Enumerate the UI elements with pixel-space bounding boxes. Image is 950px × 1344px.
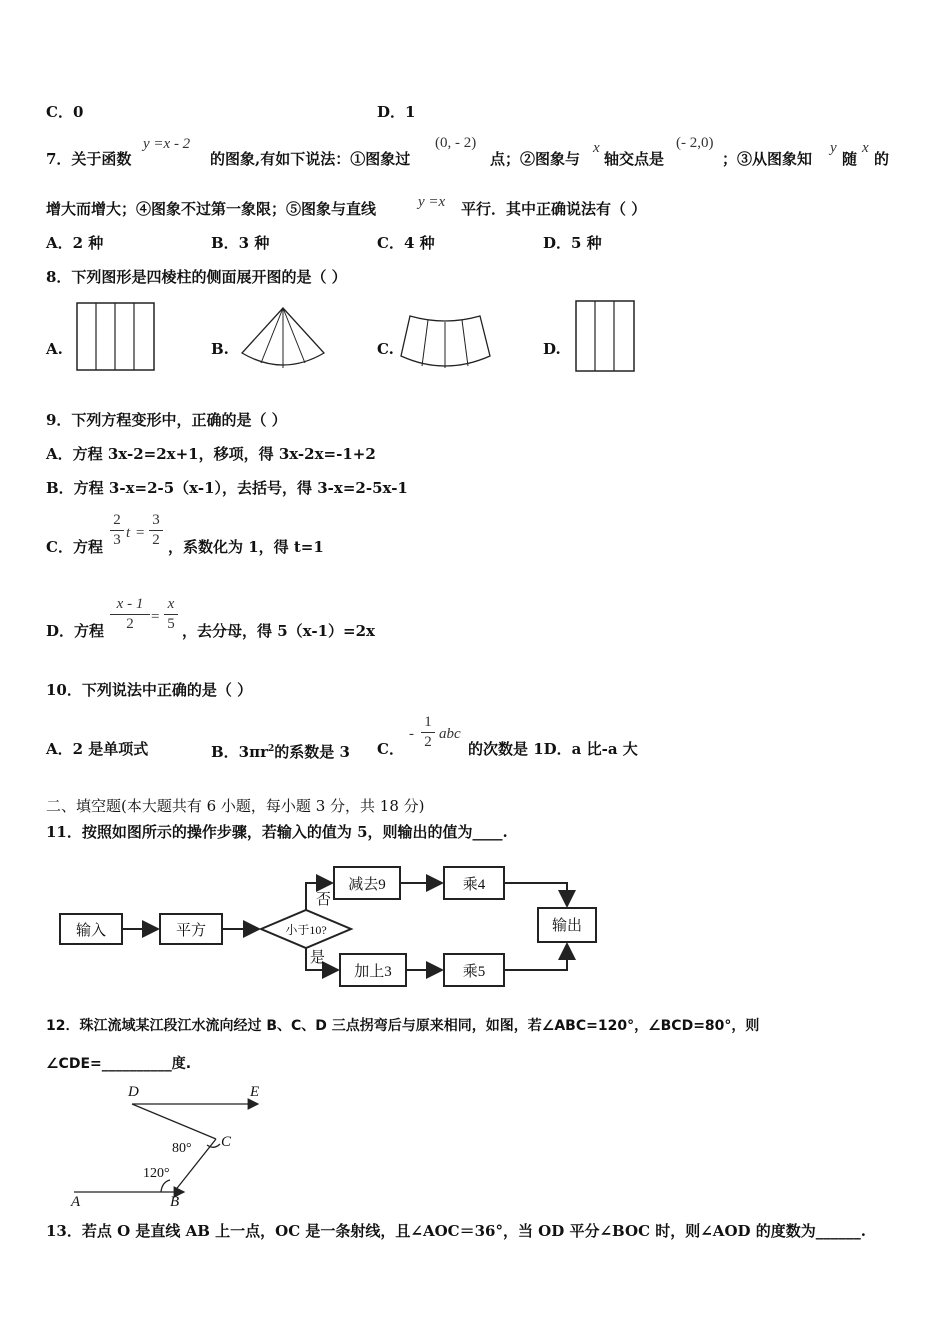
q9-d-fraction-1-den: 2 (126, 616, 134, 632)
q7-stem-h: 增大而增大；④图象不过第一象限；⑤图象与直线 (46, 200, 377, 218)
q10-option-b-prefix: B．3πr (211, 743, 268, 761)
q8-figure-c (398, 310, 493, 375)
q10-c-abc: abc (439, 726, 461, 742)
q8-figure-a (76, 302, 156, 372)
q12-label-A: A (71, 1194, 81, 1210)
q9-d-equals: = (151, 609, 160, 625)
q7-point-1: (0, - 2) (435, 135, 477, 151)
q12-angle-80: 80° (172, 1141, 192, 1156)
flow-times4-label: 乘4 (462, 877, 486, 893)
q9-c-fraction-1 (110, 512, 124, 549)
q11-flowchart (58, 860, 610, 992)
flow-yes-label: 是 (310, 950, 326, 966)
q10-c-fraction-den: 2 (424, 734, 432, 750)
flow-output-label: 输出 (551, 918, 583, 934)
flow-no-label: 否 (316, 892, 332, 908)
flow-input-label: 输入 (75, 923, 107, 939)
flow-plus3-label: 加上3 (354, 964, 392, 980)
q6-option-d: D．1 (377, 103, 416, 121)
q12-angle-120: 120° (143, 1166, 170, 1181)
q10-option-b-suffix: 的系数是 3 (274, 743, 350, 761)
q7-option-a: A．2 种 (46, 234, 104, 252)
q8-label-d: D. (543, 340, 561, 358)
q10-c-neg: - (409, 726, 414, 742)
q10-c-fraction (421, 714, 435, 751)
q8-label-c: C. (377, 340, 394, 358)
q7-stem-b: 的图象,有如下说法：①图象过 (210, 150, 411, 168)
q11-stem: 11．按照如图所示的操作步骤，若输入的值为 5，则输出的值为____. (46, 823, 508, 841)
q9-d-fraction-1 (110, 596, 150, 633)
q12-stem-line-1: 12．珠江流域某江段江水流向经过 B、C、D 三点拐弯后与原来相同，如图，若∠ABC=120°，∠BCD=80°，则 (46, 1018, 760, 1034)
q13-stem: 13．若点 O 是直线 AB 上一点，OC 是一条射线，且∠AOC＝36°，当 OD 平分∠BOC 时，则∠AOD 的度数为______. (46, 1222, 866, 1240)
flow-square-label: 平方 (175, 923, 207, 939)
q7-stem-i: 平行．其中正确说法有（ ） (461, 200, 647, 218)
section-2-heading: 二、填空题(本大题共有 6 小题，每小题 3 分，共 18 分) (46, 797, 425, 815)
q8-label-a: A. (46, 340, 63, 358)
q12-label-E: E (250, 1084, 260, 1100)
q9-d-fraction-1-num: x - 1 (116, 596, 144, 612)
q7-stem-f: 随 (842, 150, 858, 168)
q9-d-fraction-2-num: x (167, 596, 175, 612)
q10-option-b-sup: 2 (268, 744, 275, 754)
q10-option-c-prefix: C． (377, 740, 404, 758)
q9-c-fraction-1-den: 3 (113, 532, 121, 548)
q9-option-d-suffix: ，去分母，得 5（x-1）=2x (182, 622, 375, 640)
q6-option-c: C．0 (46, 103, 84, 121)
q9-d-fraction-2 (164, 596, 178, 633)
q12-figure (66, 1080, 276, 1210)
q9-c-var: t (126, 525, 131, 541)
q9-option-a: A．方程 3x-2=2x+1，移项，得 3x-2x=-1+2 (46, 445, 376, 463)
q8-label-b: B. (211, 340, 229, 358)
q12-stem-line-2: ∠CDE=__________度. (46, 1056, 192, 1072)
q9-c-fraction-2 (149, 512, 163, 549)
q9-option-c-suffix: ，系数化为 1，得 t=1 (168, 538, 324, 556)
q7-option-c: C．4 种 (377, 234, 435, 252)
q10-stem: 10．下列说法中正确的是（ ） (46, 681, 253, 699)
q9-c-fraction-2-num: 3 (152, 512, 160, 528)
q7-option-b: B．3 种 (211, 234, 270, 252)
q7-stem-d: 轴交点是 (604, 150, 665, 168)
flow-decision-label: 小于10? (285, 923, 327, 937)
q8-figure-b (238, 305, 328, 375)
q10-option-c-suffix: 的次数是 1D．a 比-a 大 (468, 740, 638, 758)
q9-option-d-prefix: D．方程 (46, 622, 105, 640)
flow-times5-label: 乘5 (462, 964, 486, 980)
q8-figure-d (575, 300, 637, 374)
q7-line: y =x (418, 194, 446, 210)
q7-stem-g: 的 (874, 150, 890, 168)
q9-d-fraction-2-den: 5 (167, 616, 175, 632)
q8-stem: 8．下列图形是四棱柱的侧面展开图的是（ ） (46, 268, 347, 286)
q7-stem-c: 点；②图象与 (490, 150, 581, 168)
q10-option-a: A．2 是单项式 (46, 740, 149, 758)
q7-x-var-2: x (862, 140, 869, 156)
q7-stem-a: 7．关于函数 (46, 150, 132, 168)
q10-option-b (211, 740, 350, 761)
q9-stem: 9．下列方程变形中，正确的是（ ） (46, 411, 287, 429)
q7-point-2: (- 2,0) (676, 135, 714, 151)
q9-option-b: B．方程 3-x=2-5（x-1），去括号，得 3-x=2-5x-1 (46, 479, 408, 497)
q9-option-c-prefix: C．方程 (46, 538, 103, 556)
q12-label-B: B (170, 1194, 180, 1210)
q9-c-equals: = (136, 525, 145, 541)
q9-c-fraction-1-num: 2 (113, 512, 121, 528)
q7-y-var: y (830, 140, 837, 156)
q9-c-fraction-2-den: 2 (152, 532, 160, 548)
q7-x-var: x (593, 140, 600, 156)
q7-stem-e: ；③从图象知 (722, 150, 813, 168)
flow-minus9-label: 减去9 (348, 877, 386, 893)
q12-label-C: C (221, 1134, 232, 1150)
q10-c-fraction-num: 1 (424, 714, 432, 730)
q7-function: y =x - 2 (143, 136, 191, 152)
q7-option-d: D．5 种 (543, 234, 602, 252)
q12-label-D: D (128, 1084, 139, 1100)
